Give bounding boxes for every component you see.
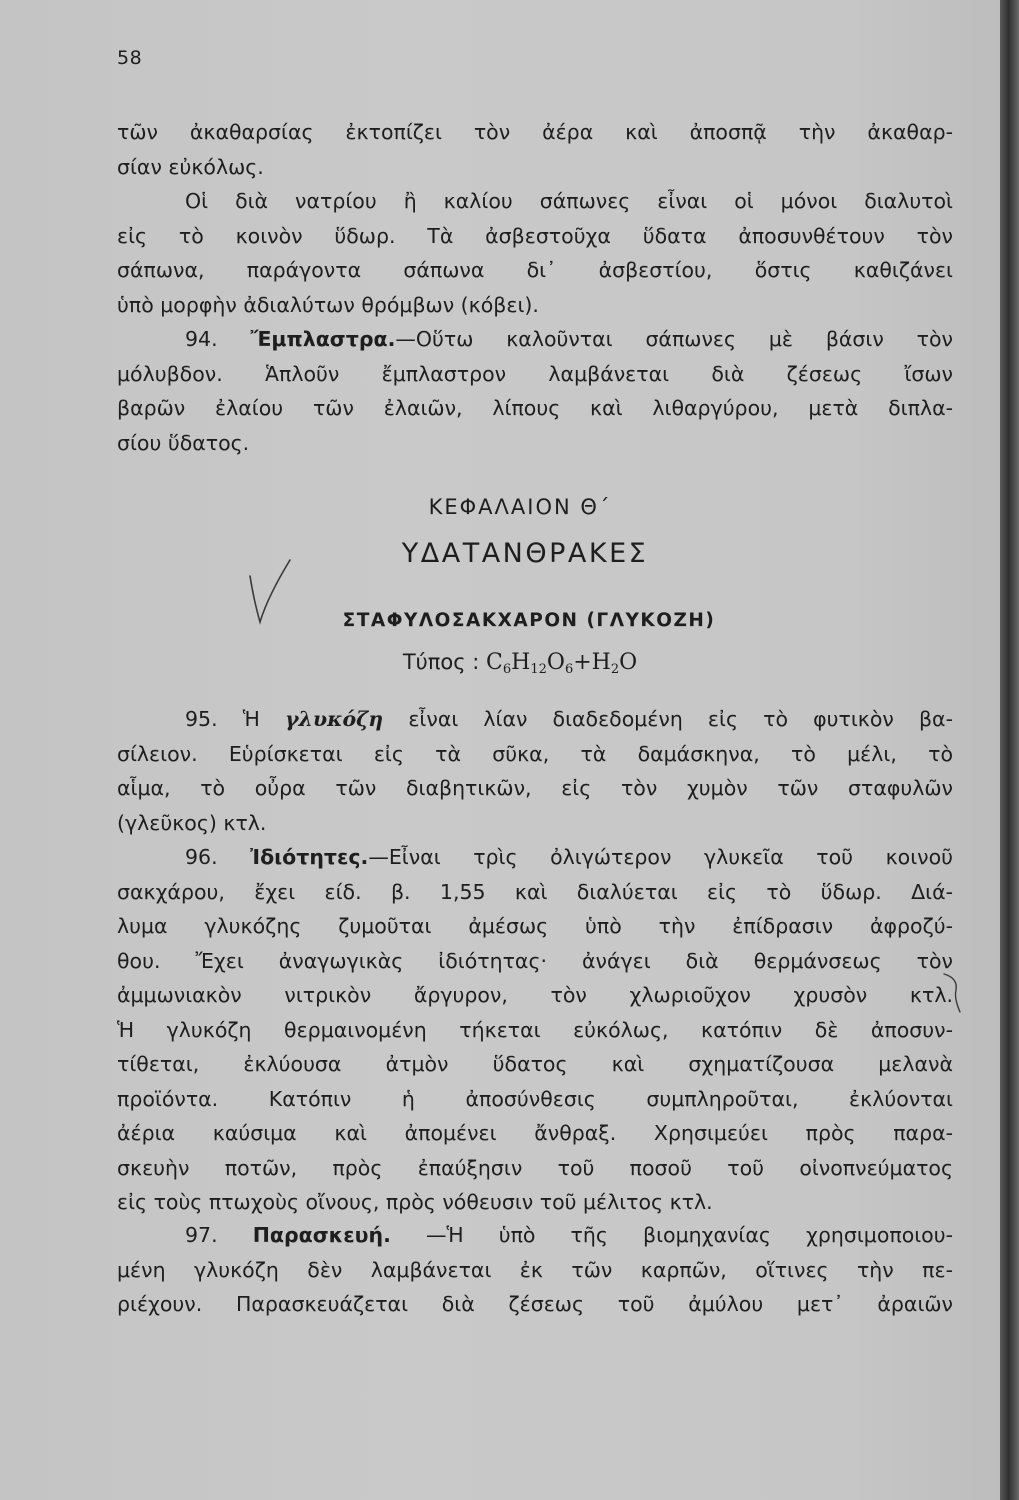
- text-line: μόλυβδον. Ἁπλοῦν ἔμπλαστρον λαμβάνεται διὰ ζέσεως ἴσων: [117, 361, 953, 386]
- section-95-first-line: 95. Ἡ γλυκόζη εἶναι λίαν διαδεδομένη εἰς τὸ φυτικὸν βα-: [185, 707, 953, 731]
- chapter-label: ΚΕΦΑΛΑΙΟΝ Θ΄: [428, 495, 612, 519]
- text-line: προϊόντα. Κατόπιν ἡ ἀποσύνθεσις συμπληροῦται, ἐκλύονται: [117, 1086, 953, 1111]
- text-line: —Εἶναι τρὶς ὀλιγώτερον γλυκεῖα τοῦ κοινοῦ: [368, 845, 953, 869]
- text-line: (γλεῦκος) κτλ.: [117, 810, 267, 835]
- section-94-first-line: [117, 322, 953, 357]
- text-line: Ἡ γλυκόζη θερμαινομένη τήκεται εὐκόλως, κατόπιν δὲ ἀποσυν-: [117, 1017, 953, 1042]
- text-line: λυμα γλυκόζης ζυμοῦται ἀμέσως ὑπὸ τὴν ἐπίδρασιν ἀφροζύ-: [117, 914, 953, 938]
- section-heading: Ἰδιότητες.: [250, 845, 369, 869]
- section-number: 96.: [185, 845, 218, 869]
- text-line: τῶν ἀκαθαρσίας ἐκτοπίζει τὸν ἀέρα καὶ ἀποσπᾷ τὴν ἀκαθαρ-: [117, 120, 953, 144]
- text-line: σακχάρου, ἔχει είδ. β. 1,55 καὶ διαλύεται εἰς τὸ ὕδωρ. Διά-: [117, 879, 953, 904]
- text-line: τίθεται, ἐκλύουσα ἀτμὸν ὕδατος καὶ σχηματίζουσα μελανὰ: [117, 1052, 953, 1076]
- text-line: ἀμμωνιακὸν νιτρικὸν ἄργυρον, τὸν χλωριοῦχον χρυσὸν κτλ.: [117, 983, 953, 1007]
- text-line: ριέχουν. Παρασκευάζεται διὰ ζέσεως τοῦ ἀμύλου μετ᾽ ἀραιῶν: [117, 1292, 953, 1316]
- text-line: —Οὕτω καλοῦνται σάπωνες μὲ βάσιν τὸν: [395, 327, 953, 351]
- text-line: θου. Ἔχει ἀναγωγικὰς ἰδιότητας· ἀνάγει διὰ θερμάνσεως τὸν: [117, 948, 953, 973]
- section-subtitle: ΣΤΑΦΥΛΟΣΑΚΧΑΡΟΝ (ΓΛΥΚΟΖΗ): [342, 610, 716, 631]
- text-line: αἷμα, τὸ οὖρα τῶν διαβητικῶν, εἰς τὸν χυμὸν τῶν σταφυλῶν: [117, 776, 953, 800]
- section-heading: Παρασκευή.: [252, 1223, 391, 1247]
- section-number: 94.: [185, 327, 218, 351]
- chemical-formula: [0, 650, 1000, 677]
- section-95: [117, 702, 953, 840]
- section-heading: Ἔμπλαστρα.: [250, 327, 396, 351]
- text-line: μένη γλυκόζη δὲν λαμβάνεται ἐκ τῶν καρπῶν, οἵτινες τὴν πε-: [117, 1257, 953, 1282]
- text-line: σίλειον. Εὑρίσκεται εἰς τὰ σῦκα, τὰ δαμάσκηνα, τὸ μέλι, τὸ: [117, 741, 953, 766]
- text-line: εἶναι λίαν διαδεδομένη εἰς τὸ φυτικὸν βα-: [408, 707, 953, 731]
- section-97: [117, 1218, 953, 1322]
- text-line: σίαν εὐκόλως.: [117, 154, 264, 179]
- section-97-first-line: [117, 1218, 953, 1253]
- text-line: ἀέρια καύσιμα καὶ ἀπομένει ἄνθραξ. Χρησιμεύει πρὸς παρα-: [117, 1121, 953, 1145]
- text-line: σίου ὕδατος.: [117, 430, 250, 455]
- section-96: [117, 840, 953, 1220]
- text-line: —Ἡ ὑπὸ τῆς βιομηχανίας χρησιμοποιου-: [426, 1223, 953, 1247]
- pencil-bracket-mark: [938, 968, 968, 1018]
- page-binding-edge: [1000, 0, 1019, 1500]
- text-line: εἰς τοὺς πτωχοὺς οἴνους, πρὸς νόθευσιν τοῦ μέλιτος κτλ.: [117, 1190, 713, 1214]
- text-line: σκευὴν ποτῶν, πρὸς ἐπαύξησιν τοῦ ποσοῦ τοῦ οἰνοπνεύματος: [117, 1155, 953, 1180]
- text-line: βαρῶν ἐλαίου τῶν ἐλαιῶν, λίπους καὶ λιθαργύρου, μετὰ διπλα-: [117, 396, 953, 420]
- text-line: Οἱ διὰ νατρίου ἢ καλίου σάπωνες εἶναι οἱ μόνοι διαλυτοὶ: [185, 189, 953, 213]
- page-number: 58: [117, 47, 143, 69]
- soaps-paragraph: [117, 184, 953, 322]
- text-line: ὑπὸ μορφὴν ἀδιαλύτων θρόμβων (κόβει).: [117, 292, 539, 317]
- section-term: γλυκόζη: [285, 707, 384, 731]
- section-96-first-line: [117, 840, 953, 875]
- top-paragraph: [117, 115, 953, 184]
- section-number: 95.: [185, 707, 218, 731]
- formula-label: Τύπος :: [402, 650, 480, 674]
- formula-expression: $C_6H_{12}O_6+H_2O$: [486, 650, 638, 677]
- section-number: 97.: [185, 1223, 218, 1247]
- chapter-title: ΥΔΑΤΑΝΘΡΑΚΕΣ: [401, 538, 649, 569]
- text-line: σάπωνα, παράγοντα σάπωνα δι᾽ ἀσβεστίου, ὅστις καθιζάνει: [117, 258, 953, 282]
- section-94: [117, 322, 953, 460]
- text-line: εἰς τὸ κοινὸν ὕδωρ. Τὰ ἀσβεστοῦχα ὕδατα ἀποσυνθέτουν τὸν: [117, 223, 953, 248]
